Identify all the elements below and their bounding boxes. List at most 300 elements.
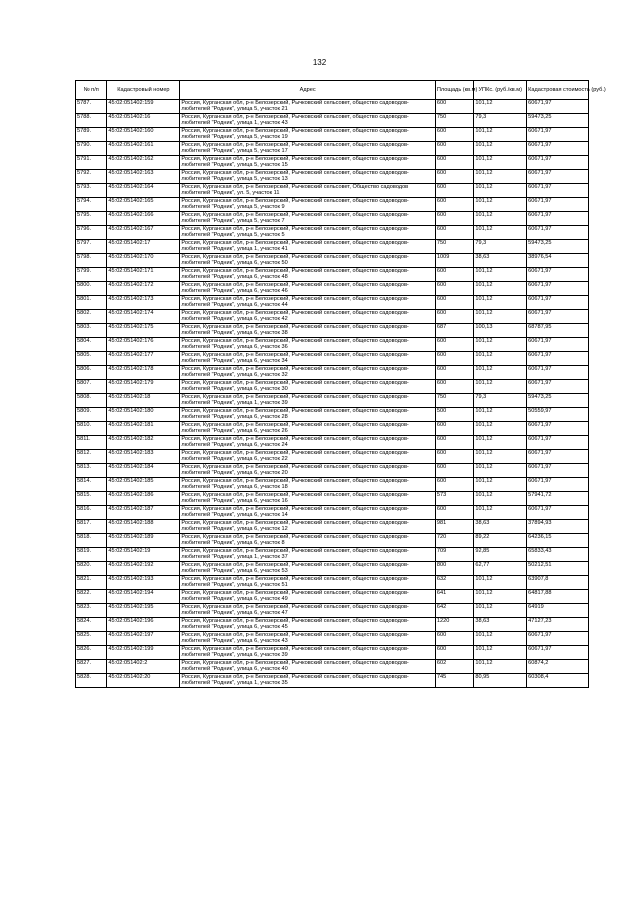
area-cell: 600: [435, 450, 474, 464]
address-cell: Россия, Курганская обл, р-н Белозерский, Рычковский сельсовет, общество садоводов-любителей "Родник", улица 6, участок 14: [180, 506, 435, 520]
cadastral-number-cell: 45:02:051402:196: [107, 618, 180, 632]
area-cell: 600: [435, 212, 474, 226]
cadastral-number-cell: 45:02:051402:163: [107, 170, 180, 184]
area-cell: 573: [435, 492, 474, 506]
area-cell: 600: [435, 632, 474, 646]
address-cell: Россия, Курганская обл, р-н Белозерский, Рычковский сельсовет, общество садоводов-любителей "Родник", улица 6, участок 40: [180, 660, 435, 674]
upks-cell: 101,12: [474, 590, 527, 604]
header-upks: УПКс. (руб./кв.м): [474, 81, 527, 100]
upks-cell: 101,12: [474, 156, 527, 170]
cadastral-number-cell: 45:02:051402:186: [107, 492, 180, 506]
cadastral-number-cell: 45:02:051402:185: [107, 478, 180, 492]
address-cell: Россия, Курганская обл, р-н Белозерский, Рычковский сельсовет, общество садоводов-любителей "Родник", улица 6, участок 47: [180, 604, 435, 618]
address-cell: Россия, Курганская обл, р-н Белозерский, Рычковский сельсовет, общество садоводов-любителей "Родник", улица 6, участок 51: [180, 576, 435, 590]
row-number-cell: 5811.: [76, 436, 107, 450]
address-cell: Россия, Курганская обл, р-н Белозерский, Рычковский сельсовет, общество садоводов-любителей "Родник", улица 6, участок 36: [180, 338, 435, 352]
upks-cell: 62,77: [474, 562, 527, 576]
area-cell: 600: [435, 422, 474, 436]
area-cell: 750: [435, 114, 474, 128]
address-cell: Россия, Курганская обл, р-н Белозерский, Рычковский сельсовет, общество садоводов-любителей "Родник", улица 6, участок 20: [180, 464, 435, 478]
upks-cell: 38,63: [474, 520, 527, 534]
upks-cell: 79,3: [474, 394, 527, 408]
area-cell: 600: [435, 142, 474, 156]
cadastral-value-cell: 60671,97: [527, 646, 589, 660]
address-cell: Россия, Курганская обл, р-н Белозерский, Рычковский сельсовет, общество садоводов-любителей "Родник", улица 6, участок 42: [180, 310, 435, 324]
area-cell: 600: [435, 380, 474, 394]
table-row: [76, 618, 589, 632]
cadastral-value-cell: 60308,4: [527, 674, 589, 688]
cadastral-value-cell: 60671,97: [527, 436, 589, 450]
upks-cell: 101,12: [474, 632, 527, 646]
upks-cell: 101,12: [474, 464, 527, 478]
cadastral-value-cell: 60671,97: [527, 268, 589, 282]
row-number-cell: 5802.: [76, 310, 107, 324]
header-cadastral-value: Кадастровая стоимость (руб.): [527, 81, 589, 100]
cadastral-value-cell: 64236,15: [527, 534, 589, 548]
cadastral-number-cell: 45:02:051402:176: [107, 338, 180, 352]
upks-cell: 101,12: [474, 352, 527, 366]
row-number-cell: 5819.: [76, 548, 107, 562]
upks-cell: 101,12: [474, 604, 527, 618]
cadastral-value-cell: 38976,54: [527, 254, 589, 268]
cadastral-number-cell: 45:02:051402:194: [107, 590, 180, 604]
table-row: [76, 366, 589, 380]
cadastral-number-cell: 45:02:051402:170: [107, 254, 180, 268]
cadastral-number-cell: 45:02:051402:199: [107, 646, 180, 660]
cadastral-value-cell: 68787,95: [527, 324, 589, 338]
cadastral-value-cell: 50559,97: [527, 408, 589, 422]
table-row: [76, 254, 589, 268]
cadastral-number-cell: 45:02:051402:184: [107, 464, 180, 478]
cadastral-value-cell: 60671,97: [527, 184, 589, 198]
cadastral-number-cell: 45:02:051402:188: [107, 520, 180, 534]
area-cell: 600: [435, 282, 474, 296]
table-row: [76, 338, 589, 352]
area-cell: 709: [435, 548, 474, 562]
cadastral-value-cell: 60671,97: [527, 142, 589, 156]
cadastral-value-cell: 60671,97: [527, 282, 589, 296]
cadastral-number-cell: 45:02:051402:16: [107, 114, 180, 128]
area-cell: 750: [435, 394, 474, 408]
row-number-cell: 5816.: [76, 506, 107, 520]
row-number-cell: 5806.: [76, 366, 107, 380]
area-cell: 600: [435, 198, 474, 212]
address-cell: Россия, Курганская обл, р-н Белозерский, Рычковский сельсовет, общество садоводов-любителей "Родник", улица 6, участок 48: [180, 268, 435, 282]
cadastral-number-cell: 45:02:051402:17: [107, 240, 180, 254]
address-cell: Россия, Курганская обл, р-н Белозерский, Рычковский сельсовет, общество садоводов-любителей "Родник", улица 6, участок 8: [180, 534, 435, 548]
cadastral-value-cell: 60671,97: [527, 226, 589, 240]
row-number-cell: 5807.: [76, 380, 107, 394]
upks-cell: 101,12: [474, 226, 527, 240]
upks-cell: 101,12: [474, 408, 527, 422]
row-number-cell: 5826.: [76, 646, 107, 660]
area-cell: 720: [435, 534, 474, 548]
area-cell: 600: [435, 226, 474, 240]
address-cell: Россия, Курганская обл, р-н Белозерский, Рычковский сельсовет, общество садоводов-любителей "Родник", улица 6, участок 24: [180, 436, 435, 450]
cadastral-value-cell: 65833,43: [527, 548, 589, 562]
area-cell: 642: [435, 604, 474, 618]
area-cell: 600: [435, 436, 474, 450]
cadastral-number-cell: 45:02:051402:177: [107, 352, 180, 366]
row-number-cell: 5794.: [76, 198, 107, 212]
cadastral-value-cell: 60671,97: [527, 352, 589, 366]
cadastral-value-cell: 60671,97: [527, 296, 589, 310]
table-row: [76, 548, 589, 562]
row-number-cell: 5808.: [76, 394, 107, 408]
cadastral-number-cell: 45:02:051402:2: [107, 660, 180, 674]
upks-cell: 101,12: [474, 450, 527, 464]
area-cell: 600: [435, 310, 474, 324]
address-cell: Россия, Курганская обл, р-н Белозерский, Рычковский сельсовет, общество садоводов-любителей "Родник", улица 6, участок 22: [180, 450, 435, 464]
address-cell: Россия, Курганская обл, р-н Белозерский, Рычковский сельсовет, общество садоводов-любителей "Родник", улица 1, участок 39: [180, 394, 435, 408]
upks-cell: 101,12: [474, 198, 527, 212]
table-row: [76, 324, 589, 338]
upks-cell: 101,12: [474, 380, 527, 394]
area-cell: 800: [435, 562, 474, 576]
row-number-cell: 5815.: [76, 492, 107, 506]
cadastral-value-cell: 60671,97: [527, 310, 589, 324]
table-row: [76, 422, 589, 436]
row-number-cell: 5789.: [76, 128, 107, 142]
row-number-cell: 5795.: [76, 212, 107, 226]
cadastral-number-cell: 45:02:051402:159: [107, 100, 180, 114]
table-row: [76, 506, 589, 520]
upks-cell: 89,22: [474, 534, 527, 548]
cadastral-value-cell: 63907,8: [527, 576, 589, 590]
area-cell: 600: [435, 646, 474, 660]
address-cell: Россия, Курганская обл, р-н Белозерский, Рычковский сельсовет, общество садоводов-любителей "Родник", улица 6, участок 12: [180, 520, 435, 534]
area-cell: 750: [435, 240, 474, 254]
address-cell: Россия, Курганская обл, р-н Белозерский, Рычковский сельсовет, общество садоводов-любителей "Родник", улица 6, участок 34: [180, 352, 435, 366]
table-row: [76, 128, 589, 142]
table-row: [76, 604, 589, 618]
address-cell: Россия, Курганская обл, р-н Белозерский, Рычковский сельсовет, общество садоводов-любителей "Родник", улица 5, участок 5: [180, 226, 435, 240]
upks-cell: 101,12: [474, 100, 527, 114]
upks-cell: 38,63: [474, 618, 527, 632]
cadastral-value-cell: 60671,97: [527, 198, 589, 212]
area-cell: 981: [435, 520, 474, 534]
address-cell: Россия, Курганская обл, р-н Белозерский, Рычковский сельсовет, Общество садоводов любителей "Родник", ул. 5, участок 11: [180, 184, 435, 198]
cadastral-value-cell: 60671,97: [527, 422, 589, 436]
cadastral-value-cell: 60671,97: [527, 478, 589, 492]
row-number-cell: 5822.: [76, 590, 107, 604]
upks-cell: 101,12: [474, 660, 527, 674]
address-cell: Россия, Курганская обл, р-н Белозерский, Рычковский сельсовет, общество садоводов-любителей "Родник", улица 6, участок 44: [180, 296, 435, 310]
cadastral-value-cell: 60671,97: [527, 156, 589, 170]
table-row: [76, 226, 589, 240]
cadastral-number-cell: 45:02:051402:18: [107, 394, 180, 408]
table-row: [76, 394, 589, 408]
cadastral-value-cell: 60671,97: [527, 170, 589, 184]
cadastral-value-cell: 59473,25: [527, 114, 589, 128]
cadastral-number-cell: 45:02:051402:192: [107, 562, 180, 576]
upks-cell: 101,12: [474, 646, 527, 660]
upks-cell: 101,12: [474, 212, 527, 226]
row-number-cell: 5801.: [76, 296, 107, 310]
table-row: [76, 142, 589, 156]
row-number-cell: 5787.: [76, 100, 107, 114]
cadastral-value-cell: 57941,72: [527, 492, 589, 506]
area-cell: 600: [435, 128, 474, 142]
cadastral-value-cell: 60671,97: [527, 128, 589, 142]
area-cell: 600: [435, 268, 474, 282]
row-number-cell: 5827.: [76, 660, 107, 674]
table-row: [76, 310, 589, 324]
table-row: [76, 184, 589, 198]
upks-cell: 101,12: [474, 506, 527, 520]
address-cell: Россия, Курганская обл, р-н Белозерский, Рычковский сельсовет, общество садоводов-любителей "Родник", улица 6, участок 39: [180, 646, 435, 660]
area-cell: 602: [435, 660, 474, 674]
cadastral-value-cell: 37894,93: [527, 520, 589, 534]
table-row: [76, 674, 589, 688]
upks-cell: 101,12: [474, 422, 527, 436]
area-cell: 600: [435, 100, 474, 114]
area-cell: 1009: [435, 254, 474, 268]
table-row: [76, 450, 589, 464]
address-cell: Россия, Курганская обл, р-н Белозерский, Рычковский сельсовет, общество садоводов-любителей "Родник", улица 6, участок 50: [180, 254, 435, 268]
cadastral-number-cell: 45:02:051402:182: [107, 436, 180, 450]
upks-cell: 80,95: [474, 674, 527, 688]
upks-cell: 101,12: [474, 184, 527, 198]
area-cell: 600: [435, 352, 474, 366]
cadastral-number-cell: 45:02:051402:195: [107, 604, 180, 618]
table-row: [76, 100, 589, 114]
table-row: [76, 534, 589, 548]
area-cell: 600: [435, 156, 474, 170]
table-header-row: [76, 81, 589, 100]
cadastral-value-cell: 60874,2: [527, 660, 589, 674]
address-cell: Россия, Курганская обл, р-н Белозерский, Рычковский сельсовет, общество садоводов-любителей "Родник", улица 6, участок 53: [180, 562, 435, 576]
cadastral-value-cell: 60671,97: [527, 506, 589, 520]
cadastral-number-cell: 45:02:051402:193: [107, 576, 180, 590]
area-cell: 641: [435, 590, 474, 604]
area-cell: 632: [435, 576, 474, 590]
table-row: [76, 632, 589, 646]
area-cell: 500: [435, 408, 474, 422]
cadastral-number-cell: 45:02:051402:172: [107, 282, 180, 296]
cadastral-value-cell: 64817,88: [527, 590, 589, 604]
upks-cell: 79,3: [474, 114, 527, 128]
row-number-cell: 5799.: [76, 268, 107, 282]
table-row: [76, 352, 589, 366]
address-cell: Россия, Курганская обл, р-н Белозерский, Рычковский сельсовет, общество садоводов-любителей "Родник", улица 6, участок 30: [180, 380, 435, 394]
row-number-cell: 5818.: [76, 534, 107, 548]
address-cell: Россия, Курганская обл, р-н Белозерский, Рычковский сельсовет, общество садоводов-любителей "Родник", улица 5, участок 9: [180, 198, 435, 212]
row-number-cell: 5797.: [76, 240, 107, 254]
table-row: [76, 646, 589, 660]
table-row: [76, 114, 589, 128]
table-row: [76, 562, 589, 576]
cadastral-number-cell: 45:02:051402:166: [107, 212, 180, 226]
table-row: [76, 170, 589, 184]
cadastral-number-cell: 45:02:051402:197: [107, 632, 180, 646]
row-number-cell: 5821.: [76, 576, 107, 590]
address-cell: Россия, Курганская обл, р-н Белозерский, Рычковский сельсовет, общество садоводов-любителей "Родник", улица 5, участок 17: [180, 142, 435, 156]
area-cell: 600: [435, 464, 474, 478]
cadastral-number-cell: 45:02:051402:178: [107, 366, 180, 380]
cadastral-number-cell: 45:02:051402:183: [107, 450, 180, 464]
cadastral-number-cell: 45:02:051402:164: [107, 184, 180, 198]
table-row: [76, 436, 589, 450]
cadastral-value-cell: 60671,97: [527, 450, 589, 464]
row-number-cell: 5800.: [76, 282, 107, 296]
address-cell: Россия, Курганская обл, р-н Белозерский, Рычковский сельсовет, общество садоводов-любителей "Родник", улица 6, участок 16: [180, 492, 435, 506]
row-number-cell: 5791.: [76, 156, 107, 170]
cadastral-value-cell: 60671,97: [527, 632, 589, 646]
address-cell: Россия, Курганская обл, р-н Белозерский, Рычковский сельсовет, общество садоводов-любителей "Родник", улица 6, участок 28: [180, 408, 435, 422]
cadastral-value-cell: 60671,97: [527, 100, 589, 114]
table-body: [76, 100, 589, 688]
row-number-cell: 5788.: [76, 114, 107, 128]
address-cell: Россия, Курганская обл, р-н Белозерский, Рычковский сельсовет, общество садоводов-любителей "Родник", улица 5, участок 13: [180, 170, 435, 184]
page-number: 132: [312, 58, 327, 67]
address-cell: Россия, Курганская обл, р-н Белозерский, Рычковский сельсовет, общество садоводов-любителей "Родник", улица 6, участок 46: [180, 282, 435, 296]
table-row: [76, 520, 589, 534]
cadastral-number-cell: 45:02:051402:189: [107, 534, 180, 548]
cadastral-number-cell: 45:02:051402:162: [107, 156, 180, 170]
upks-cell: 101,12: [474, 296, 527, 310]
upks-cell: 101,12: [474, 128, 527, 142]
cadastral-number-cell: 45:02:051402:180: [107, 408, 180, 422]
table-row: [76, 268, 589, 282]
cadastral-number-cell: 45:02:051402:161: [107, 142, 180, 156]
address-cell: Россия, Курганская обл, р-н Белозерский, Рычковский сельсовет, общество садоводов-любителей "Родник", улица 6, участок 18: [180, 478, 435, 492]
address-cell: Россия, Курганская обл, р-н Белозерский, Рычковский сельсовет, общество садоводов-любителей "Родник", улица 6, участок 32: [180, 366, 435, 380]
cadastral-value-cell: 50212,51: [527, 562, 589, 576]
cadastral-number-cell: 45:02:051402:174: [107, 310, 180, 324]
address-cell: Россия, Курганская обл, р-н Белозерский, Рычковский сельсовет, общество садоводов-любителей "Родник", улица 6, участок 38: [180, 324, 435, 338]
area-cell: 600: [435, 296, 474, 310]
cadastral-number-cell: 45:02:051402:171: [107, 268, 180, 282]
table-row: [76, 590, 589, 604]
address-cell: Россия, Курганская обл, р-н Белозерский, Рычковский сельсовет, общество садоводов-любителей "Родник", улица 1, участок 43: [180, 114, 435, 128]
area-cell: 1220: [435, 618, 474, 632]
table-row: [76, 492, 589, 506]
address-cell: Россия, Курганская обл, р-н Белозерский, Рычковский сельсовет, общество садоводов-любителей "Родник", улица 5, участок 7: [180, 212, 435, 226]
area-cell: 600: [435, 478, 474, 492]
cadastral-value-cell: 60671,97: [527, 338, 589, 352]
cadastral-value-cell: 60671,97: [527, 366, 589, 380]
row-number-cell: 5793.: [76, 184, 107, 198]
table-row: [76, 296, 589, 310]
area-cell: 687: [435, 324, 474, 338]
address-cell: Россия, Курганская обл, р-н Белозерский, Рычковский сельсовет, общество садоводов-любителей "Родник", улица 5, участок 21: [180, 100, 435, 114]
table-row: [76, 282, 589, 296]
row-number-cell: 5825.: [76, 632, 107, 646]
cadastral-number-cell: 45:02:051402:160: [107, 128, 180, 142]
area-cell: 600: [435, 184, 474, 198]
cadastral-table: [75, 80, 606, 688]
upks-cell: 101,12: [474, 310, 527, 324]
upks-cell: 101,12: [474, 576, 527, 590]
row-number-cell: 5814.: [76, 478, 107, 492]
table-row: [76, 198, 589, 212]
header-cadastral-number: Кадастровый номер: [107, 81, 180, 100]
address-cell: Россия, Курганская обл, р-н Белозерский, Рычковский сельсовет, общество садоводов-любителей "Родник", улица 1, участок 35: [180, 674, 435, 688]
cadastral-value-cell: 60671,97: [527, 464, 589, 478]
upks-cell: 101,12: [474, 338, 527, 352]
upks-cell: 101,12: [474, 478, 527, 492]
cadastral-number-cell: 45:02:051402:181: [107, 422, 180, 436]
row-number-cell: 5813.: [76, 464, 107, 478]
upks-cell: 101,12: [474, 282, 527, 296]
header-area: Площадь (кв.м): [435, 81, 474, 100]
row-number-cell: 5790.: [76, 142, 107, 156]
area-cell: 600: [435, 338, 474, 352]
upks-cell: 100,13: [474, 324, 527, 338]
upks-cell: 38,63: [474, 254, 527, 268]
row-number-cell: 5809.: [76, 408, 107, 422]
row-number-cell: 5828.: [76, 674, 107, 688]
address-cell: Россия, Курганская обл, р-н Белозерский, Рычковский сельсовет, общество садоводов-любителей "Родник", улица 5, участок 15: [180, 156, 435, 170]
cadastral-value-cell: 60671,97: [527, 212, 589, 226]
address-cell: Россия, Курганская обл, р-н Белозерский, Рычковский сельсовет, общество садоводов-любителей "Родник", улица 6, участок 26: [180, 422, 435, 436]
cadastral-number-cell: 45:02:051402:187: [107, 506, 180, 520]
table-row: [76, 478, 589, 492]
upks-cell: 101,12: [474, 366, 527, 380]
area-cell: 600: [435, 506, 474, 520]
cadastral-number-cell: 45:02:051402:165: [107, 198, 180, 212]
cadastral-value-cell: 64919: [527, 604, 589, 618]
header-number: № п/п: [76, 81, 107, 100]
cadastral-value-cell: 60671,97: [527, 380, 589, 394]
upks-cell: 101,12: [474, 492, 527, 506]
area-cell: 600: [435, 170, 474, 184]
row-number-cell: 5824.: [76, 618, 107, 632]
cadastral-number-cell: 45:02:051402:173: [107, 296, 180, 310]
area-cell: 600: [435, 366, 474, 380]
upks-cell: 79,3: [474, 240, 527, 254]
table-row: [76, 380, 589, 394]
table-row: [76, 464, 589, 478]
address-cell: Россия, Курганская обл, р-н Белозерский, Рычковский сельсовет, общество садоводов-любителей "Родник", улица 1, участок 41: [180, 240, 435, 254]
row-number-cell: 5817.: [76, 520, 107, 534]
cadastral-value-cell: 47127,23: [527, 618, 589, 632]
row-number-cell: 5820.: [76, 562, 107, 576]
address-cell: Россия, Курганская обл, р-н Белозерский, Рычковский сельсовет, общество садоводов-любителей "Родник", улица 1, участок 37: [180, 548, 435, 562]
table-row: [76, 660, 589, 674]
address-cell: Россия, Курганская обл, р-н Белозерский, Рычковский сельсовет, общество садоводов-любителей "Родник", улица 5, участок 19: [180, 128, 435, 142]
cadastral-number-cell: 45:02:051402:179: [107, 380, 180, 394]
upks-cell: 101,12: [474, 142, 527, 156]
table-row: [76, 212, 589, 226]
cadastral-number-cell: 45:02:051402:167: [107, 226, 180, 240]
table-row: [76, 240, 589, 254]
table-row: [76, 576, 589, 590]
upks-cell: 101,12: [474, 170, 527, 184]
cadastral-value-cell: 59473,25: [527, 394, 589, 408]
cadastral-value-cell: 59473,25: [527, 240, 589, 254]
row-number-cell: 5798.: [76, 254, 107, 268]
area-cell: 745: [435, 674, 474, 688]
upks-cell: 101,12: [474, 268, 527, 282]
address-cell: Россия, Курганская обл, р-н Белозерский, Рычковский сельсовет, общество садоводов-любителей "Родник", улица 6, участок 49: [180, 590, 435, 604]
row-number-cell: 5810.: [76, 422, 107, 436]
row-number-cell: 5812.: [76, 450, 107, 464]
address-cell: Россия, Курганская обл, р-н Белозерский, Рычковский сельсовет, общество садоводов-любителей "Родник", улица 6, участок 45: [180, 618, 435, 632]
row-number-cell: 5804.: [76, 338, 107, 352]
row-number-cell: 5792.: [76, 170, 107, 184]
row-number-cell: 5823.: [76, 604, 107, 618]
cadastral-number-cell: 45:02:051402:175: [107, 324, 180, 338]
row-number-cell: 5803.: [76, 324, 107, 338]
header-address: Адрес: [180, 81, 435, 100]
address-cell: Россия, Курганская обл, р-н Белозерский, Рычковский сельсовет, общество садоводов-любителей "Родник", улица 6, участок 43: [180, 632, 435, 646]
row-number-cell: 5796.: [76, 226, 107, 240]
cadastral-number-cell: 45:02:051402:20: [107, 674, 180, 688]
table-row: [76, 408, 589, 422]
upks-cell: 92,85: [474, 548, 527, 562]
